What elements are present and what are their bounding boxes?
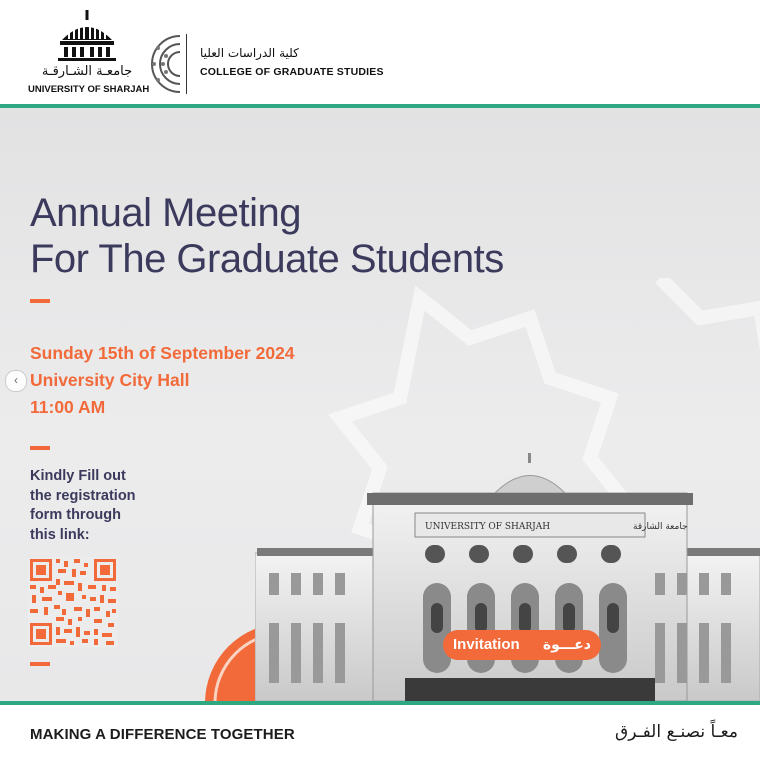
orange-dash-2: [30, 446, 50, 450]
slogan-ar: معـاً نصنـع الفـرق: [615, 722, 738, 742]
event-date: Sunday 15th of September 2024: [30, 343, 295, 363]
footer-bar: [0, 705, 760, 762]
event-venue: University City Hall: [30, 370, 190, 390]
qr-code[interactable]: [28, 557, 118, 647]
event-details: [30, 340, 295, 421]
instructions-line-4: this link:: [30, 526, 90, 543]
invitation-label-ar: دعـــوة: [542, 637, 591, 653]
slogan-en: MAKING A DIFFERENCE TOGETHER: [30, 726, 295, 743]
registration-instructions: [30, 467, 160, 545]
title-line-2: For The Graduate Students: [30, 237, 504, 281]
invitation-label-en: Invitation: [453, 636, 520, 653]
dome-logo-icon: [58, 10, 116, 62]
chevron-left-icon: ‹: [14, 373, 18, 387]
instructions-line-3: form through: [30, 507, 122, 523]
orange-dash-1: [30, 299, 50, 303]
invitation-badge: [443, 630, 601, 660]
university-logo: [28, 10, 150, 98]
instructions-line-2: the registration: [30, 487, 136, 504]
building-sign-ar: جامعة الشارقة: [633, 522, 688, 532]
poster-title: [30, 190, 504, 282]
building-sign-en: UNIVERSITY OF SHARJAH: [425, 522, 551, 532]
carousel-prev-button[interactable]: [5, 370, 27, 392]
college-name-en: COLLEGE OF GRADUATE STUDIES: [200, 66, 384, 78]
orange-dash-3: [30, 662, 50, 666]
college-name-ar: كلية الدراسات العليا: [200, 46, 299, 60]
header-divider: [186, 34, 187, 94]
college-mark-icon: [150, 34, 182, 94]
poster-body: [0, 108, 760, 701]
event-time: 11:00 AM: [30, 397, 106, 417]
title-line-1: Annual Meeting: [30, 191, 301, 235]
instructions-line-1: Kindly Fill out: [30, 468, 126, 484]
university-building: [255, 453, 760, 701]
header-bar: [0, 0, 760, 104]
university-name-ar: جامعـة الشـارقـة: [41, 64, 133, 79]
university-name-en: UNIVERSITY OF SHARJAH: [28, 84, 150, 95]
